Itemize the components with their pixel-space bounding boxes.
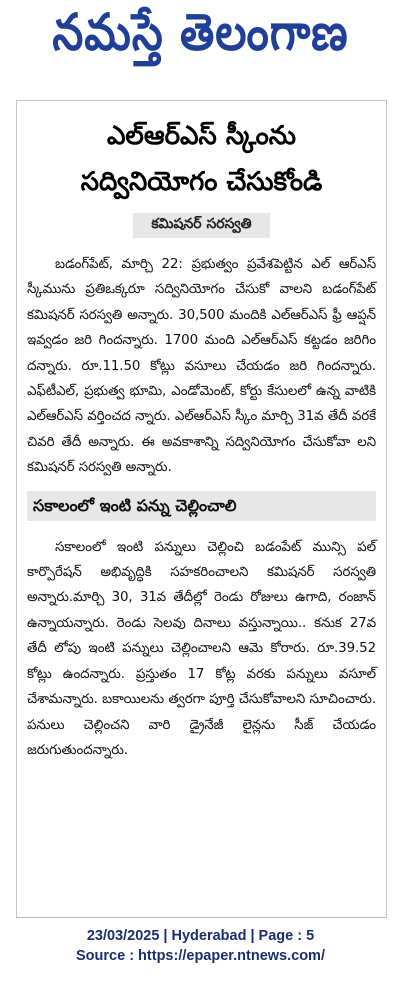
headline-line-2: సద్వినియోగం చేసుకోండి xyxy=(80,167,323,197)
article-body-1 xyxy=(27,252,376,481)
masthead-logo xyxy=(0,0,401,78)
byline: కమిషనర్ సరస్వతి xyxy=(133,213,269,238)
paragraph-2: సకాలంలో ఇంటి పన్నులు చెల్లించి బడంపేట్ మున్సి పల్ కార్పొరేషన్ అభివృద్ధికి సహకరించాలని కమిషనర్ సరస్వతి అన్నారు.మార్చి 30, 31వ తేదీల్లో రెండు రోజులు ఉగాది, రంజాన్ ఉన్నాయన్నారు. రెండు సెలవు దినాలు వస్తున్నాయి.. కనుక 27వ తేదీ లోపు ఇంటి పన్నులు చెల్లించాలని ఆమె కోరారు. రూ.39.52 కోట్లు ఉందన్నారు. ప్రస్తుతం 17 కోట్ల వరకు పన్నులు వసూల్ చేశామన్నారు. బకాయిలను త్వరగా పూర్తి చేసుకోవాలని సూచించారు. పనులు చెల్లించని వారి డ్రైనేజీ లైన్లను సీజ్ చేయడం జరుగుతుందన్నారు. xyxy=(27,539,376,758)
headline-line-1: ఎల్‌ఆర్ఎస్ స్కీంను xyxy=(106,121,297,151)
source-link[interactable]: Source : https://epaper.ntnews.com/ xyxy=(76,948,325,964)
paragraph-1: బడంగ్‌పేట్, మార్చి 22: ప్రభుత్వం ప్రవేశపెట్టిన ఎల్ ఆర్ఎస్ స్కీమును ప్రతిఒక్కరూ సద్వినియోగం చేసుకో వాలని బడంగ్‌పేట్ కమిషనర్ సరస్వతి అన్నారు. 30,500 మందికి ఎల్‌ఆర్ఎస్ ఫ్రీ ఆప్షన్ ఇవ్వడం జరి గిందన్నారు. 1700 మంది ఎల్‌ఆర్ఎస్ కట్టడం జరిగిం దన్నారు. రూ.11.50 కోట్లు వసూలు చేయడం జరి గిందన్నారు. ఎఫ్‌టీఎల్, ప్రభుత్వ భూమి, ఎండోమెంట్, కోర్టు కేసులలో ఉన్న వాటికి ఎల్‌ఆర్ఎస్ వర్తించద న్నారు. ఎల్‌ఆర్ఎస్ స్కీం మార్చి 31వ తేదీ వరకే చివరి తేదీ అన్నారు. ఈ అవకాశాన్ని సద్వినియోగం చేసుకోవా లని కమిషనర్ సరస్వతి అన్నారు. xyxy=(27,257,376,476)
publication-meta: 23/03/2025 | Hyderabad | Page : 5 xyxy=(86,928,315,944)
article-headline xyxy=(27,113,376,205)
article-body-2 xyxy=(27,535,376,764)
subheading: సకాలంలో ఇంటి పన్ను చెల్లించాలి xyxy=(27,491,376,521)
article-clipping xyxy=(16,100,387,918)
footer xyxy=(0,926,401,966)
masthead-title: నమస్తే తెలంగాణ xyxy=(52,3,349,62)
